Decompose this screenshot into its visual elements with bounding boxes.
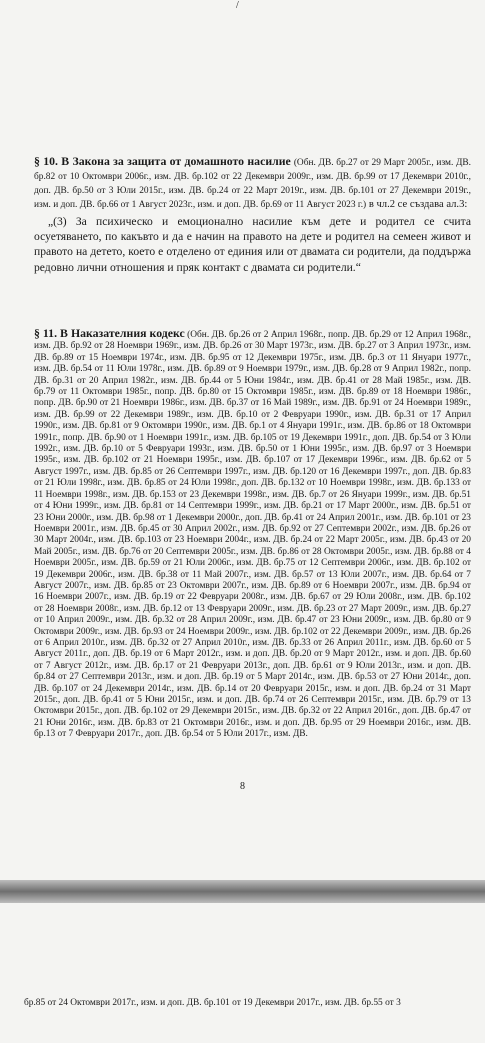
next-document-page <box>0 903 485 1043</box>
section-11-refs: (Обн. ДВ. бр.26 от 2 Април 1968г., попр. ДВ. бр.29 от 12 Април 1968г., изм. ДВ. бр.92 от 28 Ноември 1969г., изм. ДВ. бр.26 от 30 Март 1973г., изм. ДВ. бр.27 от 3 Април 1973г., изм. ДВ. бр.89 от 15 Ноември 1974г., изм. ДВ. бр.95 от 12 Декември 1975г., изм. ДВ. бр.3 от 11 Януари 1977г., изм. ДВ. бр.54 от 11 Юли 1978г., изм. ДВ. бр.89 от 9 Ноември 1979г., изм. ДВ. бр.28 от 9 Април 1982г., попр. ДВ. бр.31 от 20 Април 1982г., изм. ДВ. бр.44 от 5 Юни 1984г., изм. ДВ. бр.41 от 28 Май 1985г., изм. ДВ. бр.79 от 11 Октомври 1985г., попр. ДВ. бр.80 от 15 Октомври 1985г., изм. ДВ. бр.89 от 18 Ноември 1986г., попр. ДВ. бр.90 от 21 Ноември 1986г., изм. ДВ. бр.37 от 16 Май 1989г., изм. ДВ. бр.91 от 24 Ноември 1989г., изм. ДВ. бр.99 от 22 Декември 1989г., изм. ДВ. бр.10 от 2 Февруари 1990г., изм. ДВ. бр.31 от 17 Април 1990г., изм. ДВ. бр.81 от 9 Октомври 1990г., изм. ДВ. бр.1 от 4 Януари 1991г., изм. ДВ. бр.86 от 18 Октомври 1991г., попр. ДВ. бр.90 от 1 Ноември 1991г., изм. ДВ. бр.105 от 19 Декември 1991г., доп. ДВ. бр.54 от 3 Юли 1992г., изм. ДВ. бр.10 от 5 Февруари 1993г., изм. ДВ. бр.50 от 1 Юни 1995г., изм. ДВ. бр.97 от 3 Ноември 1995г., изм. ДВ. бр.102 от 21 Ноември 1995г., изм. ДВ. бр.107 от 17 Декември 1996г., изм. ДВ. бр.62 от 5 Август 1997г., изм. ДВ. бр.85 от 26 Септември 1997г., изм. ДВ. бр.120 от 16 Декември 1997г., доп. ДВ. бр.83 от 21 Юли 1998г., изм. ДВ. бр.85 от 24 Юли 1998г., доп. ДВ. бр.132 от 10 Ноември 1998г., изм. ДВ. бр.133 от 11 Ноември 1998г., изм. ДВ. бр.153 от 23 Декември 1998г., изм. ДВ. бр.7 от 26 Януари 1999г., изм. ДВ. бр.51 от 4 Юни 1999г., изм. ДВ. бр.81 от 14 Септември 1999г., изм. ДВ. бр.21 от 17 Март 2000г., изм. ДВ. бр.51 от 23 Юни 2000г., изм. ДВ. бр.98 от 1 Декември 2000г., доп. ДВ. бр.41 от 24 Април 2001г., изм. ДВ. бр.101 от 23 Ноември 2001г., изм. ДВ. бр.45 от 30 Април 2002г., изм. ДВ. бр.92 от 27 Септември 2002г., изм. ДВ. бр.26 от 30 Март 2004г., изм. ДВ. бр.103 от 23 Ноември 2004г., изм. ДВ. бр.24 от 22 Март 2005г., изм. ДВ. бр.43 от 20 Май 2005г., изм. ДВ. бр.76 от 20 Септември 2005г., изм. ДВ. бр.86 от 28 Октомври 2005г., изм. ДВ. бр.88 от 4 Ноември 2005г., изм. ДВ. бр.59 от 21 Юли 2006г., изм. ДВ. бр.75 от 12 Септември 2006г., изм. ДВ. бр.102 от 19 Декември 2006г., изм. ДВ. бр.38 от 11 Май 2007г., изм. ДВ. бр.57 от 13 Юли 2007г., изм. ДВ. бр.64 от 7 Август 2007г., изм. ДВ. бр.85 от 23 Октомври 2007г., изм. ДВ. бр.89 от 6 Ноември 2007г., изм. ДВ. бр.94 от 16 Ноември 2007г., изм. ДВ. бр.19 от 22 Февруари 2008г., изм. ДВ. бр.67 от 29 Юли 2008г., изм. ДВ. бр.102 от 28 Ноември 2008г., изм. ДВ. бр.12 от 13 Февруари 2009г., изм. ДВ. бр.23 от 27 Март 2009г., изм. ДВ. бр.27 от 10 Април 2009г., изм. ДВ. бр.32 от 28 Април 2009г., изм. ДВ. бр.47 от 23 Юни 2009г., изм. ДВ. бр.80 от 9 Октомври 2009г., изм. ДВ. бр.93 от 24 Ноември 2009г., изм. ДВ. бр.102 от 22 Декември 2009г., изм. ДВ. бр.26 от 6 Април 2010г., изм. ДВ. бр.32 от 27 Април 2010г., изм. ДВ. бр.33 от 26 Април 2011г., изм. ДВ. бр.60 от 5 Август 2011г., доп. ДВ. бр.19 от 6 Март 2012г., изм. и доп. ДВ. бр.20 от 9 Март 2012г., изм. и доп. ДВ. бр.60 от 7 Август 2012г., изм. ДВ. бр.17 от 21 Февруари 2013г., доп. ДВ. бр.61 от 9 Юли 2013г., изм. и доп. ДВ. бр.84 от 27 Септември 2013г., изм. и доп. ДВ. бр.19 от 5 Март 2014г., изм. ДВ. бр.53 от 27 Юни 2014г., доп. ДВ. бр.107 от 24 Декември 2014г., изм. ДВ. бр.14 от 20 Февруари 2015г., изм. и доп. ДВ. бр.24 от 31 Март 2015г., доп. ДВ. бр.41 от 5 Юни 2015г., изм. и доп. ДВ. бр.74 от 26 Септември 2015г., изм. ДВ. бр.79 от 13 Октомври 2015г., доп. ДВ. бр.102 от 29 Декември 2015г., изм. ДВ. бр.32 от 22 Април 2016г., доп. ДВ. бр.47 от 21 Юни 2016г., изм. ДВ. бр.83 от 21 Октомври 2016г., изм. и доп. ДВ. бр.95 от 29 Ноември 2016г., изм. ДВ. бр.13 от 7 Февруари 2017г., доп. ДВ. бр.54 от 5 Юли 2017г., изм. ДВ. <box>34 330 471 740</box>
section-10-amendment: в чл.2 се създава ал.3: <box>366 199 468 210</box>
page-number: 8 <box>240 781 245 792</box>
section-10-heading: § 10. В Закона за защита от домашното насилие <box>34 154 291 168</box>
section-10-refs: (Обн. ДВ. бр.27 от 29 Март 2005г., изм. ДВ. бр.82 от 10 Октомври 2006г., изм. ДВ. бр.102 от 22 Декември 2009г., изм. ДВ. бр.99 от 17 Декември 2010г., доп. ДВ. бр.50 от 3 Юли 2015г., изм. ДВ. бр.24 от 22 Март 2019г., изм. ДВ. бр.101 от 27 Декември 2019г., изм. и доп. ДВ. бр.66 от 1 Август 2023г., изм. и доп. ДВ. бр.69 от 11 Август 2023 г.) <box>34 158 472 210</box>
section-10 <box>34 155 471 275</box>
section-11-heading: § 11. В Наказателния кодекс <box>34 326 185 340</box>
section-11-body <box>34 328 471 741</box>
section-10-quote: „(3) За психическо и емоционално насилие към дете и родител се счита осуетяването, по какъвто и да е начин на правото на дете и родител на семеен живот и правото на детето, което е отделено от единия или от двамата си родители, да поддържа редовно лични отношения и пряк контакт с двамата си родители.“ <box>34 215 471 274</box>
next-page-line: бр.85 от 24 Октомври 2017г., изм. и доп. ДВ. бр.101 от 19 Декември 2017г., изм. ДВ. бр.55 от 3 <box>24 998 401 1008</box>
previous-page-fragment: / <box>236 0 239 11</box>
section-10-intro <box>34 155 471 212</box>
page-gap <box>0 880 485 903</box>
section-11 <box>34 328 471 741</box>
